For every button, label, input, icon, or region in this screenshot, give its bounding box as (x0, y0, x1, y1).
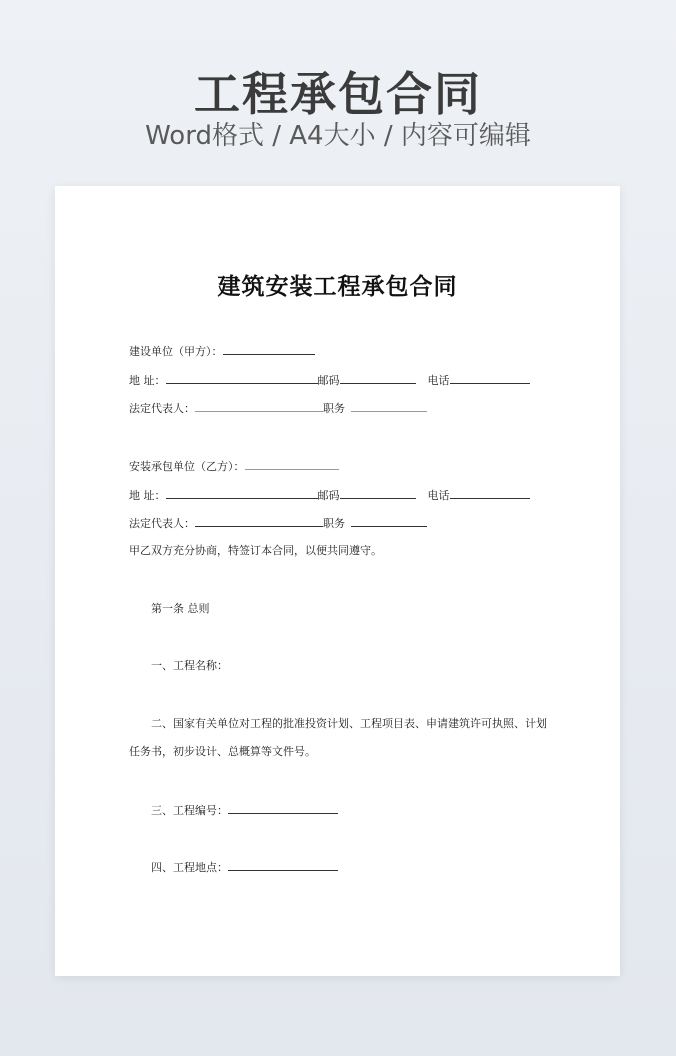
party-b-position-field[interactable] (351, 515, 427, 527)
party-b-rep-row (129, 515, 427, 532)
item-3-field[interactable] (228, 802, 338, 814)
party-b-postcode-label: 邮码 (317, 489, 340, 502)
party-b-rep-label: 法定代表人： (129, 517, 195, 530)
party-a-rep-field[interactable] (195, 400, 323, 412)
party-a-position-label: 职务 (323, 402, 345, 415)
party-a-address-row (129, 372, 530, 389)
promo-subtitle: Word格式 / A4大小 / 内容可编辑 (145, 121, 531, 151)
item-4-label: 四、工程地点： (151, 861, 228, 874)
party-a-address-label: 地 址： (129, 374, 166, 387)
document-title: 建筑安装工程承包合同 (217, 273, 458, 300)
party-b-rep-field[interactable] (195, 515, 323, 527)
party-a-position-field[interactable] (351, 400, 427, 412)
item-4-field[interactable] (228, 859, 338, 871)
article-1-heading: 第一条 总则 (151, 602, 210, 615)
item-3-project-number-row (151, 802, 338, 819)
agreement-text: 甲乙双方充分协商，特签订本合同，以便共同遵守。 (129, 544, 382, 557)
party-b-phone-label: 电话 (427, 489, 450, 502)
item-1-project-name: 一、工程名称： (151, 659, 228, 672)
party-a-unit-row (129, 343, 315, 360)
party-a-phone-label: 电话 (427, 374, 450, 387)
item-4-project-location-row (151, 859, 338, 876)
item-3-label: 三、工程编号： (151, 804, 228, 817)
party-a-postcode-field[interactable] (340, 372, 416, 384)
document-page (55, 186, 620, 976)
party-a-unit-label: 建设单位（甲方）： (129, 345, 223, 358)
party-b-unit-label: 安装承包单位（乙方）： (129, 460, 245, 473)
item-2-line-2: 任务书，初步设计、总概算等文件号。 (129, 745, 316, 758)
party-b-unit-field[interactable] (245, 458, 339, 470)
promo-title: 工程承包合同 (194, 67, 482, 121)
party-b-address-field[interactable] (166, 487, 318, 499)
party-b-address-row (129, 487, 530, 504)
party-a-address-field[interactable] (166, 372, 318, 384)
party-b-postcode-field[interactable] (340, 487, 416, 499)
party-b-address-label: 地 址： (129, 489, 166, 502)
party-a-unit-field[interactable] (223, 343, 315, 355)
party-b-position-label: 职务 (323, 517, 345, 530)
party-a-rep-row (129, 400, 427, 417)
party-b-unit-row (129, 458, 339, 475)
item-2-line-1: 二、国家有关单位对工程的批准投资计划、工程项目表、申请建筑许可执照、计划 (151, 717, 547, 730)
party-a-phone-field[interactable] (450, 372, 530, 384)
party-b-phone-field[interactable] (450, 487, 530, 499)
party-a-rep-label: 法定代表人： (129, 402, 195, 415)
party-a-postcode-label: 邮码 (317, 374, 340, 387)
